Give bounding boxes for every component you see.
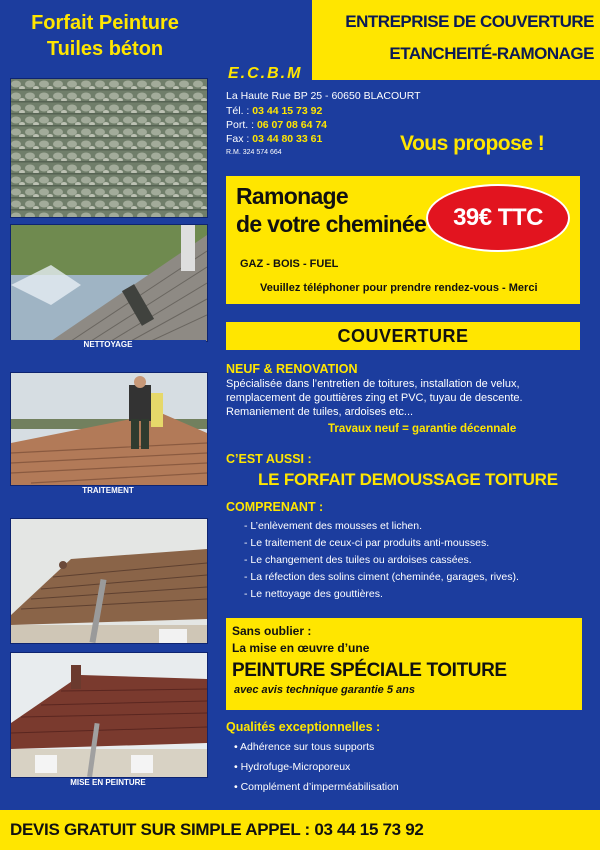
list-item: • Adhérence sur tous supports bbox=[234, 741, 375, 753]
caption-nettoyage: NETTOYAGE bbox=[10, 340, 206, 349]
neuf-text-line-3: Remaniement de tuiles, ardoises etc... bbox=[226, 406, 414, 418]
garantie-text: Travaux neuf = garantie décennale bbox=[328, 423, 517, 435]
neuf-heading: NEUF & RENOVATION bbox=[226, 362, 358, 376]
caption-traitement: TRAITEMENT bbox=[10, 486, 206, 495]
company-port bbox=[226, 119, 327, 131]
left-title bbox=[10, 10, 200, 62]
list-item: - La réfection des solins ciment (cheminée, garages, rives). bbox=[244, 571, 519, 583]
fax-number: 03 44 80 33 61 bbox=[252, 133, 323, 145]
company-address: La Haute Rue BP 25 - 60650 BLACOURT bbox=[226, 90, 421, 102]
list-item: - Le changement des tuiles ou ardoises cassées. bbox=[244, 554, 472, 566]
company-tel bbox=[226, 105, 322, 117]
peinture-line-2: La mise en œuvre d’une bbox=[232, 641, 370, 655]
header-box bbox=[312, 0, 600, 80]
caption-mise-en-peinture: MISE EN PEINTURE bbox=[10, 778, 206, 787]
ramonage-title-line-2: de votre cheminée bbox=[236, 211, 427, 237]
left-title-line-1: Forfait Peinture bbox=[31, 12, 179, 34]
list-item: • Hydrofuge-Microporeux bbox=[234, 761, 351, 773]
list-item: • Complément d’imperméabilisation bbox=[234, 781, 399, 793]
company-rm: R.M. 324 574 664 bbox=[226, 149, 282, 156]
company-fax bbox=[226, 133, 322, 145]
rdv-text: Veuillez téléphoner pour prendre rendez-vous - Merci bbox=[260, 282, 538, 294]
list-item: - Le nettoyage des gouttières. bbox=[244, 588, 383, 600]
list-item: - Le traitement de ceux-ci par produits anti-mousses. bbox=[244, 537, 490, 549]
neuf-text bbox=[226, 377, 588, 419]
fax-label: Fax : bbox=[226, 133, 253, 145]
footer-devis: DEVIS GRATUIT SUR SIMPLE APPEL : 03 44 15 73 92 bbox=[10, 820, 424, 839]
qualites-heading: Qualités exceptionnelles : bbox=[226, 720, 381, 734]
comprenant-heading: COMPRENANT : bbox=[226, 500, 324, 514]
company-name: E.C.B.M bbox=[228, 65, 303, 82]
peinture-line-1: Sans oublier : bbox=[232, 624, 312, 638]
cest-aussi: C’EST AUSSI : bbox=[226, 452, 312, 466]
header-line-2: ETANCHEITÉ-RAMONAGE bbox=[389, 44, 594, 63]
peinture-line-3: PEINTURE SPÉCIALE TOITURE bbox=[232, 660, 507, 681]
vous-propose: Vous propose ! bbox=[400, 132, 545, 155]
neuf-text-line-1: Spécialisée dans l’entretien de toitures, installation de velux, bbox=[226, 378, 520, 390]
price-badge: 39€ TTC bbox=[426, 184, 570, 252]
neuf-text-line-2: remplacement de gouttières zing et PVC, tuyau de descente. bbox=[226, 392, 523, 404]
forfait-demoussage: LE FORFAIT DEMOUSSAGE TOITURE bbox=[258, 470, 558, 489]
photo-mossy-roof bbox=[10, 78, 208, 218]
port-label: Port. : bbox=[226, 119, 257, 131]
photo-nettoyage bbox=[10, 224, 208, 342]
tel-label: Tél. : bbox=[226, 105, 253, 117]
header-line-1: ENTREPRISE DE COUVERTURE bbox=[345, 12, 594, 31]
ramonage-title-line-1: Ramonage bbox=[236, 183, 348, 209]
photo-mise-en-peinture bbox=[10, 652, 208, 778]
peinture-box bbox=[226, 618, 582, 710]
port-number: 06 07 08 64 74 bbox=[256, 119, 328, 131]
footer-band bbox=[0, 810, 600, 850]
photo-toit-echelle bbox=[10, 518, 208, 644]
left-title-line-2: Tuiles béton bbox=[46, 38, 164, 60]
photo-traitement bbox=[10, 372, 208, 486]
ramonage-title bbox=[236, 182, 426, 238]
tel-number: 03 44 15 73 92 bbox=[252, 105, 323, 117]
ramonage-box bbox=[226, 176, 580, 304]
couverture-title: COUVERTURE bbox=[226, 322, 580, 350]
list-item: - L’enlèvement des mousses et lichen. bbox=[244, 520, 423, 532]
fuel-types: GAZ - BOIS - FUEL bbox=[240, 258, 339, 270]
peinture-line-4: avec avis technique garantie 5 ans bbox=[234, 684, 415, 696]
